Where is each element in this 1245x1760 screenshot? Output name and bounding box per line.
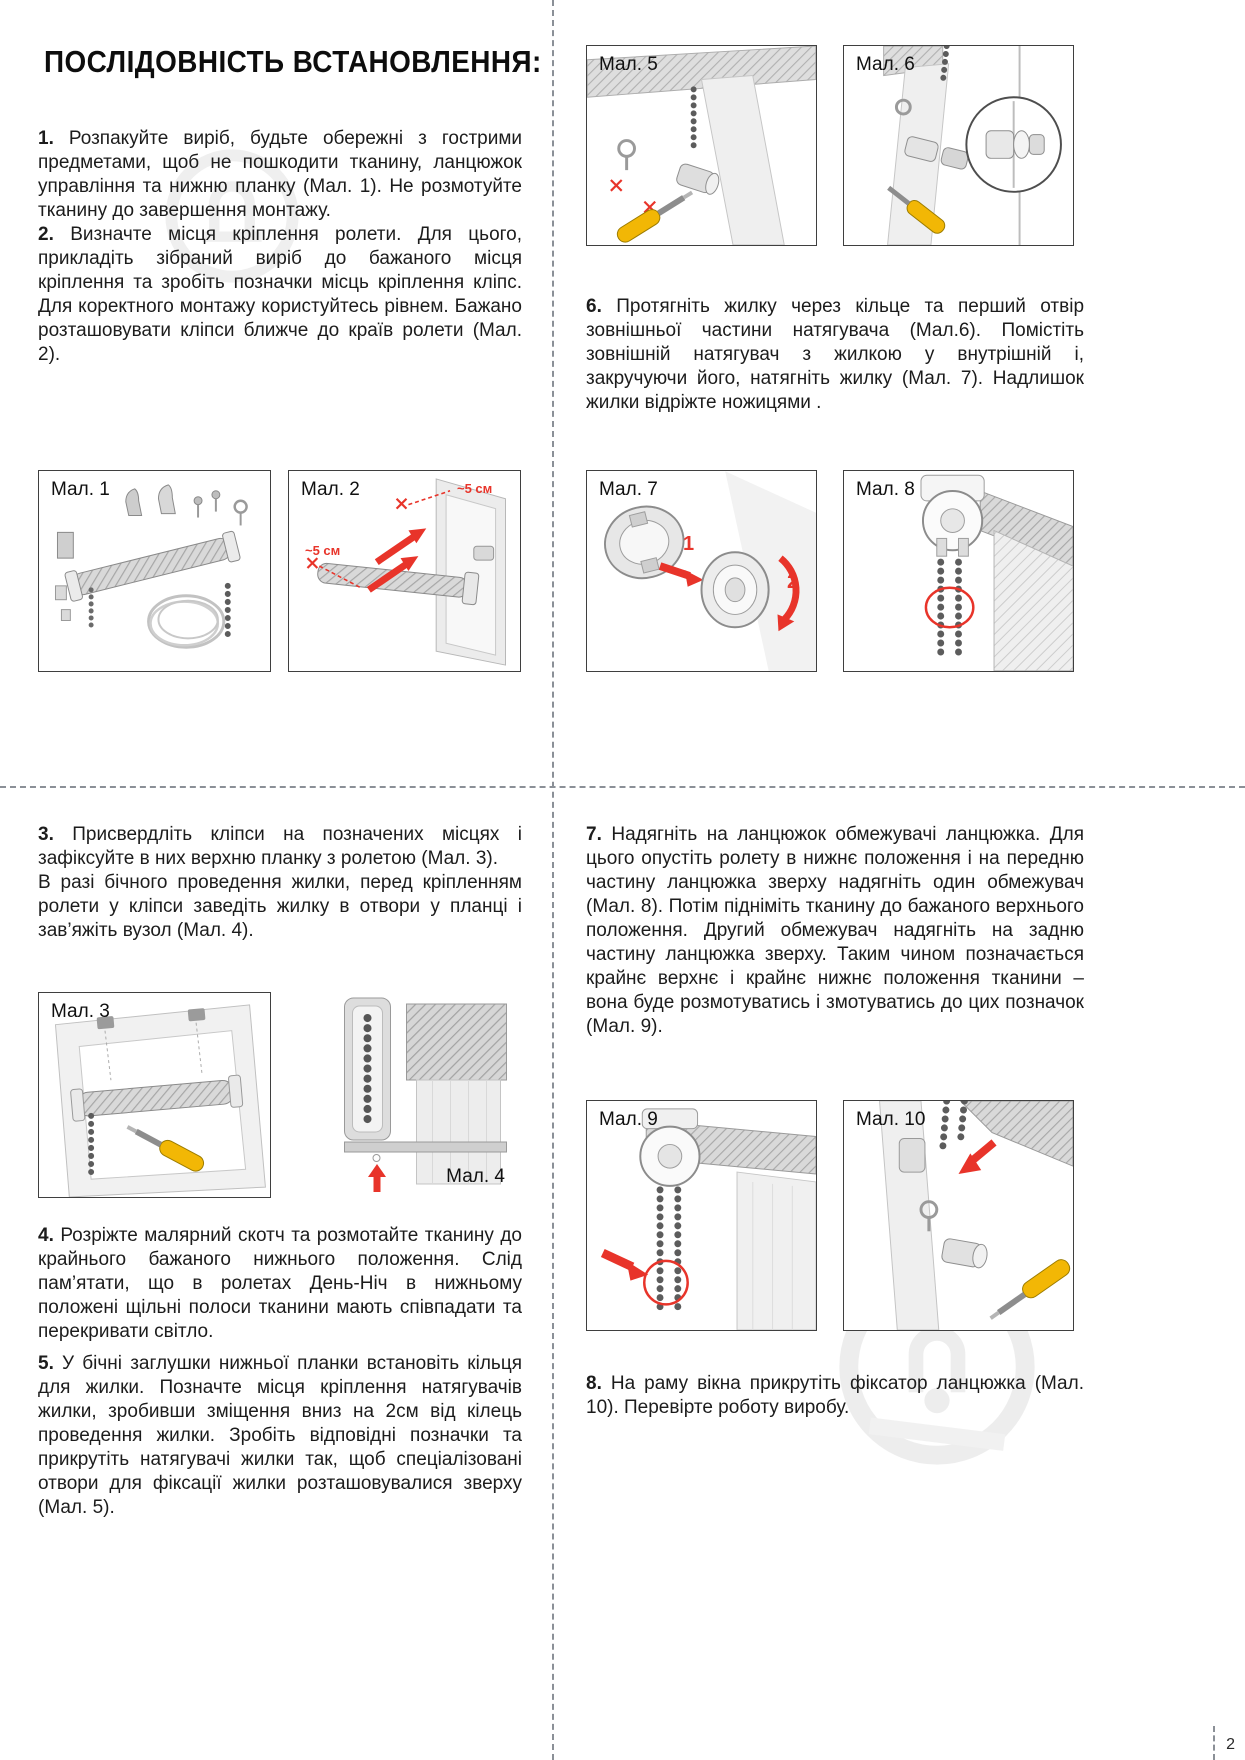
figure-10-label: Мал. 10	[856, 1109, 926, 1130]
step-6	[586, 295, 1084, 415]
step-6-number: 6.	[586, 296, 602, 317]
figure-1	[38, 470, 271, 672]
page-title: ПОСЛІДОВНІСТЬ ВСТАНОВЛЕННЯ:	[44, 44, 542, 79]
step-6-text: Протягніть жилку через кільце та перший отвір зовнішньої частини натягувача (Мал.6). Помістіть зовнішній натягувач з жилкою у внутрішній і, закручуючи його, натягніть жилку (Мал. 7). Надлишок жилки відріжте ножицями .	[586, 296, 1085, 413]
step-8	[586, 1372, 1084, 1420]
step-1	[38, 127, 522, 223]
figure-1-label: Мал. 1	[51, 479, 110, 500]
figure-7-illustration	[587, 471, 816, 671]
step-4-text: Розріжте малярний скотч та розмотайте тканину до крайнього бажаного нижнього положення. Слід пам’ятати, що в ролетах День-Ніч в нижньому положені щільні полоси тканини мають співпадати та перекривати світло.	[38, 1225, 522, 1342]
figure-7-arrow-1-label: 1	[683, 533, 695, 555]
step-1-text: Розпакуйте виріб, будьте обережні з гострими предметами, щоб не пошкодити тканину, ланцюжок управління та нижню планку (Мал. 1). Не розмотуйте тканину до завершення монтажу.	[38, 128, 523, 221]
figure-8-illustration	[844, 471, 1073, 671]
step-5	[38, 1352, 522, 1520]
step-4-number: 4.	[38, 1225, 54, 1246]
figure-7-arrow-2-label: 2	[787, 571, 799, 593]
figure-2	[288, 470, 521, 672]
figure-7-label: Мал. 7	[599, 479, 658, 500]
figure-9-label: Мал. 9	[599, 1109, 658, 1130]
step-2-text: Визначте місця кріплення ролети. Для цього, прикладіть зібраний виріб до бажаного місця кріплення та зробіть позначки місць кріплення кліпс. Для коректного монтажу користуйтесь рівнем. Бажано розташовувати кліпси ближче до країв ролети (Мал. 2).	[38, 224, 523, 365]
step-5-text: У бічні заглушки нижньої планки встановіть кільця для жилки. Позначте місця кріплення натягувачів жилки, зробивши зміщення вниз на 2см від кілець проведення жилки. Зробіть відповідні позначки та прикрутіть натягувачі жилки так, щоб спеціалізовані отвори для фіксації жилки розташовувалися зверху (Мал. 5).	[38, 1353, 522, 1518]
figure-10-illustration	[844, 1101, 1073, 1330]
figure-6	[843, 45, 1074, 246]
step-8-number: 8.	[586, 1373, 602, 1394]
figure-2-illustration	[289, 471, 520, 671]
step-7-text: Надягніть на ланцюжок обмежувачі ланцюжка. Для цього опустіть ролету в нижнє положення і на передню частину ланцюжка зверху надягніть один обмежувач (Мал. 8). Потім підніміть тканину до бажаного верхнього положення. Другий обмежувач надягніть на задню частину ланцюжка зверху. Таким чином позначається крайнє верхнє і крайнє нижнє положення тканини – вона буде розмотуватись і змотуватись до цих позначок (Мал. 9).	[586, 824, 1084, 1037]
step-5-number: 5.	[38, 1353, 54, 1374]
step-2	[38, 223, 522, 367]
figure-6-label: Мал. 6	[856, 54, 915, 75]
figure-2-dimension-left: ~5 см	[305, 543, 341, 558]
figure-5-label: Мал. 5	[599, 54, 658, 75]
page-number: 2	[1226, 1736, 1235, 1753]
figure-9-illustration	[587, 1101, 816, 1330]
figure-8	[843, 470, 1074, 672]
step-4	[38, 1224, 522, 1344]
figure-4-label: Мал. 4	[446, 1166, 505, 1187]
figure-2-label: Мал. 2	[301, 479, 360, 500]
step-3	[38, 823, 522, 943]
figure-7	[586, 470, 817, 672]
figure-5	[586, 45, 817, 246]
figure-8-label: Мал. 8	[856, 479, 915, 500]
figure-10	[843, 1100, 1074, 1331]
step-3-text-part1: Присвердліть кліпси на позначених місцях і зафіксуйте в них верхню планку з ролетою (Мал. 3).	[38, 824, 523, 869]
page-number-divider	[1213, 1726, 1215, 1760]
step-7-number: 7.	[586, 824, 602, 845]
figure-9	[586, 1100, 817, 1331]
step-7	[586, 823, 1084, 1039]
figure-3	[38, 992, 271, 1198]
figure-3-illustration	[39, 993, 270, 1197]
figure-3-label: Мал. 3	[51, 1001, 110, 1022]
figure-1-illustration	[39, 471, 270, 671]
step-2-number: 2.	[38, 224, 54, 245]
step-8-text: На раму вікна прикрутіть фіксатор ланцюжка (Мал. 10). Перевірте роботу виробу.	[586, 1373, 1084, 1418]
figure-4	[288, 992, 521, 1198]
step-1-number: 1.	[38, 128, 54, 149]
step-3-text-part2: В разі бічного проведення жилки, перед кріпленням ролети у кліпси заведіть жилку в отвори у планці і зав’яжіть вузол (Мал. 4).	[38, 872, 522, 941]
vertical-divider	[552, 0, 554, 1760]
horizontal-divider	[0, 786, 1245, 788]
step-3-number: 3.	[38, 824, 54, 845]
figure-2-dimension-top: ~5 см	[457, 481, 493, 496]
